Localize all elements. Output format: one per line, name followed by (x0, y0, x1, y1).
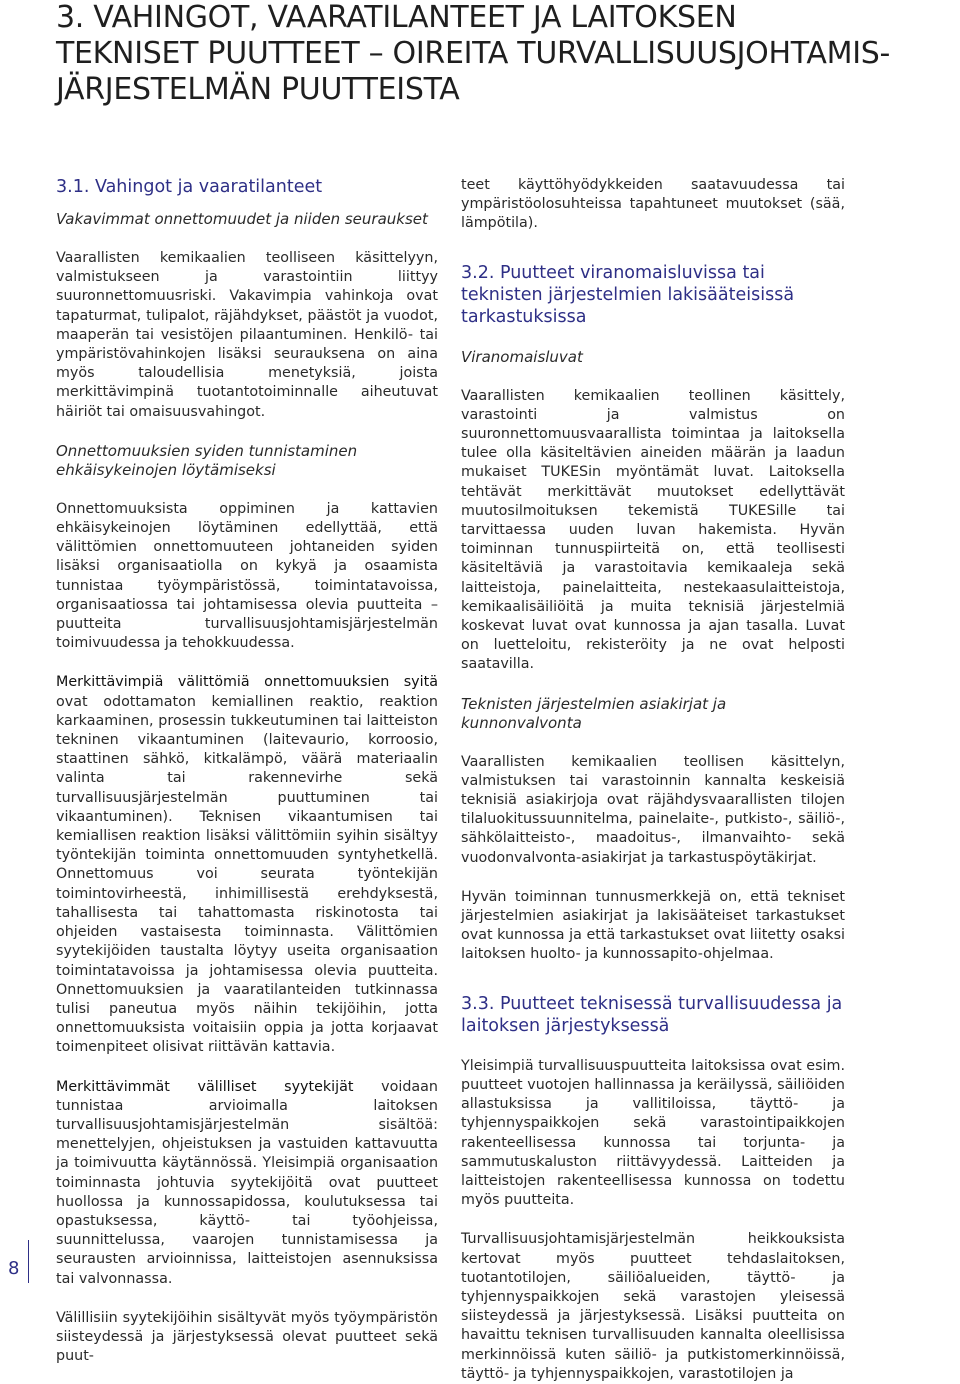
subheading: Vakavimmat onnettomuudet ja niiden seuraukset (56, 210, 428, 228)
paragraph: Vaarallisten kemikaalien teollisen käsittelyn, valmistuksen tai varastoinnin kannalta keskeisiä teknisiä asiakirjoja ovat räjähdysvaarallisten tilojen tilaluokitussuunnitelma, painelaite-, putkisto-, säiliö-, sähkölaitteisto-, maadoitus-, ilmanvaihto- sekä vuodonvalvonta-asiakirjat ja tarkastuspöytäkirjat. (461, 753, 845, 866)
paragraph: Hyvän toiminnan tunnusmerkkejä on, että tekniset järjestelmien asiakirjat ja lakisääteiset tarkastukset ovat kunnossa ja että tarkastukset ovat liitetty osaksi laitoksen huolto- ja kunnossapito-ohjelmaa. (461, 888, 845, 963)
paragraph: Vaarallisten kemikaalien teollinen käsittely, varastointi ja valmistus on suuronnettomuusvaarallista toimintaa ja laitoksella tulee olla käsiteltävien aineiden määrän ja laadun mukaiset TUKESin myöntämät luvat. Laitoksella tehtävät merkittävät muutokset edellyttävät muutosilmoituksen tekemistä TUKESille tai tarvittaessa uuden luvan hakemista. Hyvän toiminnan tunnuspiirteitä on, että teollisesti käsiteltäviä ja varastoitavia kemikaaleja sekä laitteistoja, painelaitteita, nestekaasulaitteistoja, kemikaalisäiliöitä ja muita teknisiä järjestelmiä koskevat luvat ovat kunnossa ja ajan tasalla. Luvat on luetteloitu, rekisteröity ja ne ovat helposti saatavilla. (461, 387, 845, 673)
paragraph-lead: Merkittävimpiä välittömiä onnettomuuksien syitä (56, 674, 438, 691)
paragraph: Turvallisuusjohtamisjärjestelmän heikkouksista kertovat myös puutteet tehdaslaitoksen, tuotantotilojen, säiliöalueiden, täyttö- ja tyhjennyspaikkojen sekä varastojen yleisessä siisteydessä ja järjestyksessä. Lisäksi puutteita on havaittu teknisen turvallisuuden kannalta oleellisissa merkinnöissä kuten säiliö- ja putkistomerkinnöissä, täyttö- ja tyhjennyspaikkojen, varastotilojen ja (461, 1231, 845, 1382)
page-title-line: 3. VAHINGOT, VAARATILANTEET JA LAITOKSEN (56, 0, 737, 35)
page-title-line: TEKNISET PUUTTEET – OIREITA TURVALLISUUSJOHTAMIS- (56, 36, 891, 71)
paragraph: teet käyttöhyödykkeiden saatavuudessa tai ympäristöolosuhteissa tapahtuneet muutokset (sää, lämpötila). (461, 177, 845, 232)
paragraph (56, 673, 438, 1057)
subheading: Teknisten järjestelmien asiakirjat ja kunnonvalvonta (461, 694, 727, 732)
section-heading: 3.3. Puutteet teknisessä turvallisuudessa ja laitoksen järjestyksessä (461, 993, 843, 1036)
paragraph: Vaarallisten kemikaalien teolliseen käsittelyyn, valmistukseen ja varastointiin liittyy suuronnettomuusriski. Vakavimpia vahinkoja ovat tapaturmat, tulipalot, räjähdykset, päästöt ja vuodot, maaperän tai vesistöjen pilaantuminen. Henkilö- tai ympäristövahinkojen lisäksi seurauksena on aina myös taloudellisia menetyksiä, joista merkittävimpinä tuotantotoiminnalle aiheutuvat häiriöt tai omaisuusvahingot. (56, 250, 438, 420)
page-number: 8 (8, 1258, 20, 1279)
paragraph: Yleisimpiä turvallisuuspuutteita laitoksissa ovat esim. puutteet vuotojen hallinnassa ja keräilyssä, säiliöiden allastuksissa ja vallitiloissa, täyttö- ja tyhjennyspaikkojen sekä varastointipaikkojen rakenteellisessa kunnossa tai torjunta- ja sammutuskaluston riittävyydessä. Laitteiden ja laitteistojen rakenteellisessa kunnossa on todettu myös puutteita. (461, 1057, 845, 1209)
paragraph: Onnettomuuksista oppiminen ja kattavien ehkäisykeinojen löytäminen edellyttää, että välittömien onnettomuuteen johtaneiden syiden lisäksi organisaatiolla on kykyä ja osaamista tunnistaa työympäristössä, toimintatavoissa, organisaatiossa tai johtamisessa olevia puutteita – puutteita turvallisuusjohtamisjärjestelmän toimivuudessa ja tehokkuudessa. (56, 500, 438, 652)
right-column (461, 176, 845, 1384)
paragraph-body: voidaan tunnistaa arvioimalla laitoksen turvallisuusjohtamisjärjestelmän sisältöä: menettelyjen, ohjeistuksen ja vastuiden kattavuutta ja toimivuutta käytännössä. Yleisimpiä organisaation toiminnasta johtuvia syytekijöitä ovat puutteet huollossa ja kunnossapidossa, koulutuksessa tai opastuksessa, käyttö- tai työohjeissa, suunnittelussa, vaarojen tunnistamisessa ja seurausten arvioinnissa, laitteistojen asennuksissa tai valvonnassa. (56, 1078, 438, 1287)
paragraph (56, 1078, 438, 1289)
paragraph-body: ovat odottamaton kemiallinen reaktio, reaktion karkaaminen, prosessin tukkeutuminen tai laitteiston tekninen vikaantuminen (laitevaurio, korroosio, staattinen sähkö, kitkalämpö, väärä materiaalin valinta tai rakennevirhe sekä turvallisuusjärjestelmän puuttuminen tai vikaantuminen). Teknisen vikaantumisen tai kemiallisen reaktion lisäksi välittömiin syihin sisältyy työntekijän toiminta onnettomuuden syntyhetkellä. Onnettomuus voi seurata työntekijän toimintovirheestä, inhimillisestä erehdyksestä, tahallisesta tai tahattomasta riskinotosta tai ohjeiden vastaisesta toiminnasta. Välittömien syytekijöiden taustalta löytyy useita organisaation toimintatavoissa ja johtamisessa olevia puutteita. Onnettomuuksien ja vaaratilanteiden tutkinnassa tulisi paneutua myös näihin tekijöihin, jotta onnettomuuksista voitaisiin oppia ja jotta korjaavat toimenpiteet olisivat riittävän kattavia. (56, 693, 438, 1056)
page-title (56, 0, 936, 108)
margin-rule (28, 1240, 29, 1283)
subheading: Viranomaisluvat (461, 347, 583, 366)
page-title-line: JÄRJESTELMÄN PUUTTEISTA (56, 72, 460, 107)
section-heading: 3.1. Vahingot ja vaaratilanteet (56, 177, 323, 197)
paragraph: Välillisiin syytekijöihin sisältyvät myös työympäristön siisteydessä ja järjestyksessä olevat puutteet sekä puut- (56, 1309, 438, 1365)
section-heading: 3.2. Puutteet viranomaisluvissa tai teknisten järjestelmien lakisääteisissä tarkastuksissa (461, 262, 795, 327)
left-column (56, 176, 438, 1366)
subheading: Onnettomuuksien syiden tunnistaminen ehkäisykeinojen löytämiseksi (56, 441, 358, 479)
paragraph-lead: Merkittävimmät välilliset syytekijät (56, 1078, 354, 1095)
